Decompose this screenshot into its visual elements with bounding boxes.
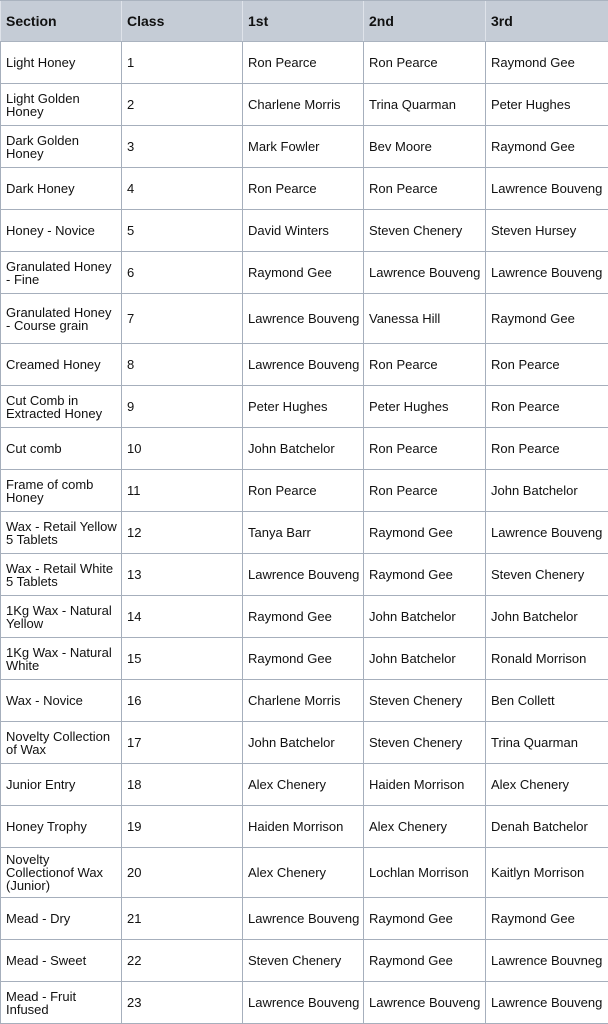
second-place-cell: John Batchelor (364, 596, 486, 638)
section-cell: Novelty Collectionof Wax (Junior) (1, 848, 122, 898)
third-place-cell: Lawrence Bouveng (486, 512, 608, 554)
first-place-cell: Haiden Morrison (243, 806, 364, 848)
second-place-cell: John Batchelor (364, 638, 486, 680)
table-row (1, 638, 608, 680)
first-place-cell: Mark Fowler (243, 126, 364, 168)
section-cell: Junior Entry (1, 764, 122, 806)
header-class: Class (122, 1, 243, 42)
class-cell: 23 (122, 982, 243, 1024)
first-place-cell: Tanya Barr (243, 512, 364, 554)
first-place-cell: Charlene Morris (243, 680, 364, 722)
third-place-cell: Steven Chenery (486, 554, 608, 596)
section-cell: Wax - Novice (1, 680, 122, 722)
third-place-cell: Peter Hughes (486, 84, 608, 126)
table-row (1, 252, 608, 294)
second-place-cell: Bev Moore (364, 126, 486, 168)
section-cell: Mead - Dry (1, 898, 122, 940)
third-place-cell: Steven Hursey (486, 210, 608, 252)
second-place-cell: Alex Chenery (364, 806, 486, 848)
third-place-cell: Alex Chenery (486, 764, 608, 806)
section-cell: Light Honey (1, 42, 122, 84)
table-row (1, 940, 608, 982)
second-place-cell: Vanessa Hill (364, 294, 486, 344)
third-place-cell: Lawrence Bouvneg (486, 940, 608, 982)
second-place-cell: Raymond Gee (364, 898, 486, 940)
second-place-cell: Ron Pearce (364, 470, 486, 512)
third-place-cell: Denah Batchelor (486, 806, 608, 848)
class-cell: 12 (122, 512, 243, 554)
table-row (1, 84, 608, 126)
third-place-cell: John Batchelor (486, 596, 608, 638)
first-place-cell: Lawrence Bouveng (243, 294, 364, 344)
class-cell: 2 (122, 84, 243, 126)
section-cell: Granulated Honey - Course grain (1, 294, 122, 344)
third-place-cell: John Batchelor (486, 470, 608, 512)
section-cell: Frame of comb Honey (1, 470, 122, 512)
second-place-cell: Ron Pearce (364, 42, 486, 84)
header-section: Section (1, 1, 122, 42)
table-row (1, 344, 608, 386)
table-row (1, 764, 608, 806)
third-place-cell: Raymond Gee (486, 898, 608, 940)
section-cell: Cut Comb in Extracted Honey (1, 386, 122, 428)
class-cell: 9 (122, 386, 243, 428)
table-body (1, 42, 608, 1024)
table-row (1, 168, 608, 210)
class-cell: 18 (122, 764, 243, 806)
section-cell: Cut comb (1, 428, 122, 470)
section-cell: Wax - Retail White 5 Tablets (1, 554, 122, 596)
table-row (1, 982, 608, 1024)
table-row (1, 722, 608, 764)
first-place-cell: John Batchelor (243, 428, 364, 470)
section-cell: Mead - Sweet (1, 940, 122, 982)
second-place-cell: Lochlan Morrison (364, 848, 486, 898)
class-cell: 22 (122, 940, 243, 982)
first-place-cell: Ron Pearce (243, 42, 364, 84)
section-cell: 1Kg Wax - Natural White (1, 638, 122, 680)
first-place-cell: John Batchelor (243, 722, 364, 764)
class-cell: 1 (122, 42, 243, 84)
section-cell: Wax - Retail Yellow 5 Tablets (1, 512, 122, 554)
class-cell: 19 (122, 806, 243, 848)
table-row (1, 680, 608, 722)
class-cell: 14 (122, 596, 243, 638)
third-place-cell: Ron Pearce (486, 386, 608, 428)
table-row (1, 470, 608, 512)
third-place-cell: Raymond Gee (486, 126, 608, 168)
class-cell: 21 (122, 898, 243, 940)
class-cell: 6 (122, 252, 243, 294)
second-place-cell: Steven Chenery (364, 722, 486, 764)
third-place-cell: Lawrence Bouveng (486, 168, 608, 210)
table-row (1, 386, 608, 428)
second-place-cell: Steven Chenery (364, 680, 486, 722)
second-place-cell: Steven Chenery (364, 210, 486, 252)
class-cell: 17 (122, 722, 243, 764)
first-place-cell: Ron Pearce (243, 470, 364, 512)
first-place-cell: Charlene Morris (243, 84, 364, 126)
table-row (1, 554, 608, 596)
first-place-cell: Raymond Gee (243, 596, 364, 638)
third-place-cell: Raymond Gee (486, 42, 608, 84)
class-cell: 15 (122, 638, 243, 680)
second-place-cell: Ron Pearce (364, 428, 486, 470)
table-row (1, 512, 608, 554)
third-place-cell: Ron Pearce (486, 344, 608, 386)
first-place-cell: Raymond Gee (243, 638, 364, 680)
second-place-cell: Ron Pearce (364, 344, 486, 386)
class-cell: 10 (122, 428, 243, 470)
class-cell: 5 (122, 210, 243, 252)
header-row (1, 1, 608, 42)
table-row (1, 898, 608, 940)
third-place-cell: Ron Pearce (486, 428, 608, 470)
class-cell: 7 (122, 294, 243, 344)
section-cell: Novelty Collection of Wax (1, 722, 122, 764)
first-place-cell: Lawrence Bouveng (243, 898, 364, 940)
second-place-cell: Haiden Morrison (364, 764, 486, 806)
second-place-cell: Ron Pearce (364, 168, 486, 210)
first-place-cell: David Winters (243, 210, 364, 252)
first-place-cell: Alex Chenery (243, 764, 364, 806)
table-row (1, 848, 608, 898)
section-cell: Honey - Novice (1, 210, 122, 252)
first-place-cell: Raymond Gee (243, 252, 364, 294)
first-place-cell: Lawrence Bouveng (243, 344, 364, 386)
section-cell: Dark Honey (1, 168, 122, 210)
table-row (1, 210, 608, 252)
table-row (1, 126, 608, 168)
third-place-cell: Raymond Gee (486, 294, 608, 344)
first-place-cell: Peter Hughes (243, 386, 364, 428)
header-second: 2nd (364, 1, 486, 42)
class-cell: 3 (122, 126, 243, 168)
section-cell: Light Golden Honey (1, 84, 122, 126)
second-place-cell: Raymond Gee (364, 554, 486, 596)
second-place-cell: Peter Hughes (364, 386, 486, 428)
third-place-cell: Ronald Morrison (486, 638, 608, 680)
header-third: 3rd (486, 1, 608, 42)
first-place-cell: Ron Pearce (243, 168, 364, 210)
table-row (1, 294, 608, 344)
first-place-cell: Steven Chenery (243, 940, 364, 982)
section-cell: Granulated Honey - Fine (1, 252, 122, 294)
second-place-cell: Lawrence Bouveng (364, 252, 486, 294)
class-cell: 13 (122, 554, 243, 596)
second-place-cell: Trina Quarman (364, 84, 486, 126)
header-first: 1st (243, 1, 364, 42)
section-cell: Creamed Honey (1, 344, 122, 386)
first-place-cell: Lawrence Bouveng (243, 982, 364, 1024)
second-place-cell: Lawrence Bouveng (364, 982, 486, 1024)
section-cell: Mead - Fruit Infused (1, 982, 122, 1024)
section-cell: 1Kg Wax - Natural Yellow (1, 596, 122, 638)
second-place-cell: Raymond Gee (364, 512, 486, 554)
table-row (1, 806, 608, 848)
third-place-cell: Trina Quarman (486, 722, 608, 764)
first-place-cell: Alex Chenery (243, 848, 364, 898)
table-row (1, 596, 608, 638)
third-place-cell: Lawrence Bouveng (486, 252, 608, 294)
section-cell: Honey Trophy (1, 806, 122, 848)
class-cell: 16 (122, 680, 243, 722)
third-place-cell: Lawrence Bouveng (486, 982, 608, 1024)
third-place-cell: Ben Collett (486, 680, 608, 722)
first-place-cell: Lawrence Bouveng (243, 554, 364, 596)
class-cell: 20 (122, 848, 243, 898)
section-cell: Dark Golden Honey (1, 126, 122, 168)
table-row (1, 42, 608, 84)
class-cell: 8 (122, 344, 243, 386)
third-place-cell: Kaitlyn Morrison (486, 848, 608, 898)
second-place-cell: Raymond Gee (364, 940, 486, 982)
class-cell: 4 (122, 168, 243, 210)
class-cell: 11 (122, 470, 243, 512)
table-row (1, 428, 608, 470)
